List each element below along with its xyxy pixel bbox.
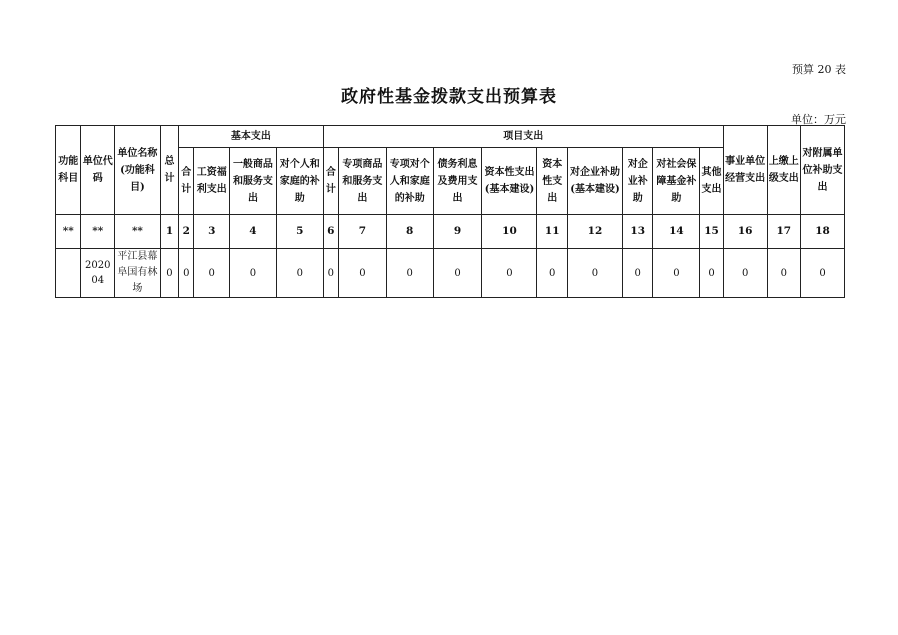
index-cell: 7	[338, 215, 386, 249]
header-salary: 工资福利支出	[194, 148, 230, 215]
row-value: 0	[723, 249, 767, 298]
header-goods: 一般商品和服务支出	[230, 148, 277, 215]
header-debt: 债务利息及费用支出	[433, 148, 482, 215]
header-enterprise: 对企业补助	[622, 148, 653, 215]
index-cell: **	[115, 215, 161, 249]
header-code: 单位代码	[81, 126, 115, 215]
page-title: 政府性基金拨款支出预算表	[341, 87, 557, 107]
row-value: 0	[194, 249, 230, 298]
header-proj-goods: 专项商品和服务支出	[338, 148, 386, 215]
index-cell: 5	[276, 215, 323, 249]
header-total: 总计	[160, 126, 178, 215]
row-value: 0	[276, 249, 323, 298]
header-basic: 基本支出	[179, 126, 324, 148]
row-value: 0	[230, 249, 277, 298]
table-row	[56, 249, 845, 298]
header-enterprise-build: 对企业补助(基本建设)	[567, 148, 622, 215]
row-value: 0	[700, 249, 723, 298]
row-value: 0	[386, 249, 433, 298]
index-cell: 4	[230, 215, 277, 249]
row-func	[56, 249, 81, 298]
header-personal: 对个人和家庭的补助	[276, 148, 323, 215]
header-upper: 上缴上级支出	[767, 126, 801, 215]
row-code: 202004	[81, 249, 115, 298]
header-proj-sum: 合计	[323, 148, 338, 215]
budget-table	[55, 125, 845, 298]
row-value: 0	[433, 249, 482, 298]
index-cell: 1	[160, 215, 178, 249]
header-proj-personal: 专项对个人和家庭的补助	[386, 148, 433, 215]
row-value: 0	[482, 249, 537, 298]
header-func: 功能科目	[56, 126, 81, 215]
index-cell: 2	[179, 215, 194, 249]
row-value: 0	[801, 249, 845, 298]
index-cell: **	[56, 215, 81, 249]
row-value: 0	[179, 249, 194, 298]
header-name: 单位名称(功能科目)	[115, 126, 161, 215]
header-other: 其他支出	[700, 148, 723, 215]
header-social: 对社会保障基金补助	[653, 148, 700, 215]
index-cell: 6	[323, 215, 338, 249]
index-cell: 3	[194, 215, 230, 249]
form-number: 预算 20 表	[792, 63, 846, 76]
index-cell: 9	[433, 215, 482, 249]
header-row-group	[56, 126, 845, 148]
index-cell: 17	[767, 215, 801, 249]
row-value: 0	[767, 249, 801, 298]
index-row	[56, 215, 845, 249]
index-cell: 8	[386, 215, 433, 249]
header-affiliated: 对附属单位补助支出	[801, 126, 845, 215]
header-capital: 资本性支出	[537, 148, 568, 215]
index-cell: 18	[801, 215, 845, 249]
unit-label: 单位：万元	[791, 113, 846, 126]
row-value: 0	[622, 249, 653, 298]
row-value: 0	[653, 249, 700, 298]
index-cell: 13	[622, 215, 653, 249]
index-cell: **	[81, 215, 115, 249]
index-cell: 11	[537, 215, 568, 249]
header-basic-sum: 合计	[179, 148, 194, 215]
index-cell: 10	[482, 215, 537, 249]
header-project: 项目支出	[323, 126, 723, 148]
row-value: 0	[160, 249, 178, 298]
index-cell: 14	[653, 215, 700, 249]
index-cell: 12	[567, 215, 622, 249]
row-value: 0	[323, 249, 338, 298]
index-cell: 15	[700, 215, 723, 249]
row-name: 平江县幕阜国有林场	[115, 249, 161, 298]
header-capital-build: 资本性支出(基本建设)	[482, 148, 537, 215]
header-operating: 事业单位经营支出	[723, 126, 767, 215]
row-value: 0	[537, 249, 568, 298]
index-cell: 16	[723, 215, 767, 249]
row-value: 0	[567, 249, 622, 298]
row-value: 0	[338, 249, 386, 298]
